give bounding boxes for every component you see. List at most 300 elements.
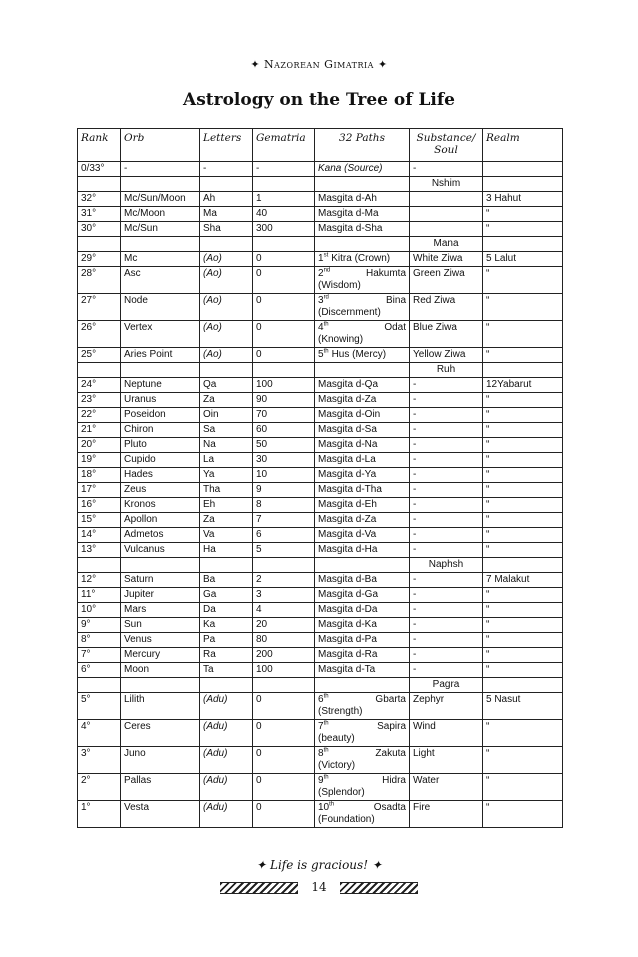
path-name: Odat (384, 322, 406, 333)
substance-cell: - (410, 378, 483, 393)
section-label: Ruh (410, 363, 483, 378)
path-name: Hus (Mercy) (331, 349, 387, 360)
empty-cell (253, 237, 315, 252)
orb-cell: Vesta (121, 801, 200, 828)
path-line (318, 694, 406, 706)
orb-cell: Asc (121, 267, 200, 294)
path-cell (315, 774, 410, 801)
letters-cell: (Ao) (200, 252, 253, 267)
gematria-cell: 2 (253, 573, 315, 588)
rank-cell: 28° (78, 267, 121, 294)
gematria-cell: 50 (253, 438, 315, 453)
realm-cell: “ (483, 603, 563, 618)
path-line (318, 349, 406, 361)
gematria-cell: 100 (253, 663, 315, 678)
letters-cell: Ah (200, 192, 253, 207)
gematria-cell: 6 (253, 528, 315, 543)
gematria-cell: 0 (253, 267, 315, 294)
gematria-cell: 0 (253, 747, 315, 774)
realm-cell: “ (483, 423, 563, 438)
orb-cell: Zeus (121, 483, 200, 498)
section-label: Mana (410, 237, 483, 252)
substance-cell: - (410, 498, 483, 513)
letters-cell: Ba (200, 573, 253, 588)
empty-cell (78, 237, 121, 252)
gematria-cell: 90 (253, 393, 315, 408)
orb-cell: Moon (121, 663, 200, 678)
path-cell: Masgita d-Ta (315, 663, 410, 678)
table-row (78, 633, 563, 648)
letters-cell: Sha (200, 222, 253, 237)
rank-cell: 18° (78, 468, 121, 483)
table-row (78, 513, 563, 528)
page-title: Astrology on the Tree of Life (183, 90, 455, 110)
gematria-cell: 5 (253, 543, 315, 558)
rank-cell: 22° (78, 408, 121, 423)
path-cell (315, 348, 410, 363)
column-header-letters: Letters (200, 129, 253, 162)
path-number: 5 (318, 349, 324, 360)
path-cell (315, 321, 410, 348)
orb-cell: Pallas (121, 774, 200, 801)
realm-cell: 5 Lalut (483, 252, 563, 267)
realm-cell: 5 Nasut (483, 693, 563, 720)
empty-cell (78, 363, 121, 378)
substance-cell: - (410, 603, 483, 618)
realm-cell: “ (483, 468, 563, 483)
letters-cell: (Ao) (200, 348, 253, 363)
letters-cell: Ga (200, 588, 253, 603)
path-ordinal-suffix: th (323, 321, 329, 328)
letters-cell: Da (200, 603, 253, 618)
empty-cell (315, 177, 410, 192)
empty-cell (483, 558, 563, 573)
path-cell: Masgita d-Pa (315, 633, 410, 648)
rank-cell: 21° (78, 423, 121, 438)
gematria-cell: 0 (253, 294, 315, 321)
gematria-cell: 60 (253, 423, 315, 438)
path-line (318, 253, 406, 265)
table-body (78, 162, 563, 828)
path-ordinal-suffix: th (323, 747, 329, 754)
realm-cell: “ (483, 774, 563, 801)
letters-cell: Qa (200, 378, 253, 393)
realm-cell: “ (483, 513, 563, 528)
empty-cell (315, 558, 410, 573)
gematria-cell: 0 (253, 693, 315, 720)
path-cell: Masgita d-Ba (315, 573, 410, 588)
gematria-cell: 4 (253, 603, 315, 618)
empty-cell (483, 363, 563, 378)
realm-cell: “ (483, 663, 563, 678)
footer-page (0, 880, 638, 894)
substance-cell: Wind (410, 720, 483, 747)
realm-cell: “ (483, 747, 563, 774)
substance-cell: - (410, 468, 483, 483)
path-ordinal-suffix: th (329, 801, 335, 808)
letters-cell: (Ao) (200, 267, 253, 294)
gematria-cell: 20 (253, 618, 315, 633)
letters-cell: (Adu) (200, 747, 253, 774)
substance-cell: Red Ziwa (410, 294, 483, 321)
path-name: Zakuta (375, 748, 406, 759)
path-cell (315, 267, 410, 294)
empty-cell (483, 177, 563, 192)
rank-cell: 31° (78, 207, 121, 222)
path-name: Sapira (377, 721, 406, 732)
path-cell: Masgita d-Ga (315, 588, 410, 603)
substance-cell: - (410, 438, 483, 453)
rank-cell: 14° (78, 528, 121, 543)
table-row (78, 453, 563, 468)
substance-cell: Yellow Ziwa (410, 348, 483, 363)
realm-cell: “ (483, 633, 563, 648)
substance-cell: - (410, 423, 483, 438)
section-row (78, 678, 563, 693)
gematria-cell: 0 (253, 720, 315, 747)
orb-cell: Mc/Sun/Moon (121, 192, 200, 207)
orb-cell: Mc (121, 252, 200, 267)
orb-cell: Vertex (121, 321, 200, 348)
path-number: 1 (318, 253, 324, 264)
path-line (318, 802, 406, 814)
letters-cell: Ma (200, 207, 253, 222)
substance-cell: - (410, 528, 483, 543)
path-name: Bina (385, 295, 406, 306)
path-ordinal (318, 721, 329, 733)
empty-cell (315, 363, 410, 378)
gematria-cell: 0 (253, 774, 315, 801)
empty-cell (121, 558, 200, 573)
orb-cell: Pluto (121, 438, 200, 453)
path-name: Osadta (373, 802, 406, 813)
rank-cell: 23° (78, 393, 121, 408)
table-row (78, 267, 563, 294)
orb-cell: Hades (121, 468, 200, 483)
letters-cell: (Ao) (200, 321, 253, 348)
realm-cell: “ (483, 267, 563, 294)
path-meaning: (Foundation) (318, 814, 375, 825)
letters-cell: Sa (200, 423, 253, 438)
table-row (78, 468, 563, 483)
gematria-cell: 0 (253, 348, 315, 363)
path-line (318, 775, 406, 787)
path-number: 7 (318, 721, 324, 732)
path-ordinal-suffix: st (323, 252, 329, 259)
rank-cell: 25° (78, 348, 121, 363)
realm-cell: “ (483, 801, 563, 828)
realm-cell: “ (483, 321, 563, 348)
orb-cell: Apollon (121, 513, 200, 528)
gematria-cell: 3 (253, 588, 315, 603)
footer-motto: ✦ Life is gracious! ✦ (256, 858, 382, 872)
section-row (78, 177, 563, 192)
path-cell: Masgita d-Ah (315, 192, 410, 207)
path-cell: Masgita d-Da (315, 603, 410, 618)
path-cell: Masgita d-Sa (315, 423, 410, 438)
path-cell: Masgita d-Ka (315, 618, 410, 633)
empty-cell (253, 678, 315, 693)
letters-cell: Ra (200, 648, 253, 663)
path-cell: Masgita d-Na (315, 438, 410, 453)
orb-cell: Poseidon (121, 408, 200, 423)
orb-cell: Mars (121, 603, 200, 618)
path-cell: Masgita d-Ha (315, 543, 410, 558)
gematria-cell: 80 (253, 633, 315, 648)
rank-cell: 16° (78, 498, 121, 513)
gematria-cell: 0 (253, 321, 315, 348)
substance-cell: - (410, 408, 483, 423)
rank-cell: 24° (78, 378, 121, 393)
path-cell: Masgita d-La (315, 453, 410, 468)
substance-cell (410, 192, 483, 207)
letters-cell: Va (200, 528, 253, 543)
path-ordinal (318, 748, 329, 760)
table-row (78, 408, 563, 423)
letters-cell: (Adu) (200, 693, 253, 720)
path-ordinal-suffix: th (323, 348, 329, 355)
orb-cell: Aries Point (121, 348, 200, 363)
substance-cell: Zephyr (410, 693, 483, 720)
path-cell (315, 747, 410, 774)
path-line (318, 721, 406, 733)
rank-cell: 13° (78, 543, 121, 558)
path-cell: Masgita d-Ma (315, 207, 410, 222)
table-row (78, 648, 563, 663)
path-ordinal (318, 802, 334, 814)
path-meaning: (Wisdom) (318, 280, 361, 291)
gematria-cell: 10 (253, 468, 315, 483)
gematria-cell: 9 (253, 483, 315, 498)
path-cell: Masgita d-Ya (315, 468, 410, 483)
substance-cell: Blue Ziwa (410, 321, 483, 348)
column-header-paths: 32 Paths (315, 129, 410, 162)
table-row (78, 774, 563, 801)
path-cell: Masgita d-Va (315, 528, 410, 543)
path-cell: Masgita d-Tha (315, 483, 410, 498)
path-cell (315, 801, 410, 828)
letters-cell: (Adu) (200, 801, 253, 828)
table-row (78, 207, 563, 222)
table-row (78, 528, 563, 543)
rank-cell: 8° (78, 633, 121, 648)
table-row (78, 543, 563, 558)
empty-cell (121, 678, 200, 693)
gematria-cell: 70 (253, 408, 315, 423)
rank-cell: 15° (78, 513, 121, 528)
orb-cell: Saturn (121, 573, 200, 588)
empty-cell (121, 363, 200, 378)
path-cell: Masgita d-Ra (315, 648, 410, 663)
page-number: 14 (311, 880, 327, 894)
table-row (78, 618, 563, 633)
realm-cell: “ (483, 294, 563, 321)
path-number: 8 (318, 748, 324, 759)
empty-cell (253, 558, 315, 573)
empty-cell (315, 237, 410, 252)
substance-cell: White Ziwa (410, 252, 483, 267)
orb-cell: Vulcanus (121, 543, 200, 558)
substance-cell: - (410, 588, 483, 603)
path-ordinal (318, 694, 329, 706)
ornament-right (340, 882, 418, 894)
realm-cell: “ (483, 393, 563, 408)
path-cell (315, 252, 410, 267)
path-number: 2 (318, 268, 324, 279)
substance-cell: - (410, 162, 483, 177)
path-cell (315, 294, 410, 321)
table-row (78, 693, 563, 720)
letters-cell: - (200, 162, 253, 177)
orb-cell: Sun (121, 618, 200, 633)
path-ordinal-suffix: th (323, 720, 329, 727)
table-header-row (78, 129, 563, 162)
rank-cell: 5° (78, 693, 121, 720)
column-header-orb: Orb (121, 129, 200, 162)
substance-cell (410, 222, 483, 237)
section-label: Pagra (410, 678, 483, 693)
section-row (78, 237, 563, 252)
table-row (78, 378, 563, 393)
rank-cell: 29° (78, 252, 121, 267)
rank-cell: 11° (78, 588, 121, 603)
section-row (78, 558, 563, 573)
path-ordinal (318, 253, 328, 264)
rank-cell: 3° (78, 747, 121, 774)
path-cell: Masgita d-Qa (315, 378, 410, 393)
section-label: Naphsh (410, 558, 483, 573)
table-row (78, 393, 563, 408)
gematria-cell: 200 (253, 648, 315, 663)
letters-cell: Na (200, 438, 253, 453)
substance-cell: - (410, 648, 483, 663)
rank-cell: 9° (78, 618, 121, 633)
realm-cell: “ (483, 588, 563, 603)
gematria-cell: 0 (253, 801, 315, 828)
realm-cell: 7 Malakut (483, 573, 563, 588)
empty-cell (200, 678, 253, 693)
realm-cell: “ (483, 720, 563, 747)
column-header-gematria: Gematria (253, 129, 315, 162)
empty-cell (121, 237, 200, 252)
table-row (78, 423, 563, 438)
letters-cell: Za (200, 513, 253, 528)
path-ordinal (318, 295, 329, 307)
path-number: 6 (318, 694, 324, 705)
substance-cell: Fire (410, 801, 483, 828)
realm-cell: “ (483, 438, 563, 453)
orb-cell: Mc/Sun (121, 222, 200, 237)
orb-cell: Mercury (121, 648, 200, 663)
realm-cell: “ (483, 618, 563, 633)
letters-cell: Ta (200, 663, 253, 678)
table-row (78, 252, 563, 267)
path-ordinal-suffix: th (323, 774, 329, 781)
path-cell (315, 693, 410, 720)
path-name: Gbarta (375, 694, 406, 705)
realm-cell: “ (483, 348, 563, 363)
empty-cell (200, 363, 253, 378)
section-label: Nshim (410, 177, 483, 192)
column-header-substance: Substance/ Soul (410, 129, 483, 162)
path-number: 10 (318, 802, 330, 813)
path-cell: Masgita d-Eh (315, 498, 410, 513)
path-meaning: (Knowing) (318, 334, 364, 345)
rank-cell: 17° (78, 483, 121, 498)
substance-cell: - (410, 618, 483, 633)
orb-cell: - (121, 162, 200, 177)
letters-cell: Oin (200, 408, 253, 423)
path-line (318, 295, 406, 307)
letters-cell: Ka (200, 618, 253, 633)
gematria-cell: - (253, 162, 315, 177)
table-row (78, 663, 563, 678)
path-line (318, 322, 406, 334)
path-cell: Kana (Source) (315, 162, 410, 177)
substance-cell: - (410, 453, 483, 468)
empty-cell (78, 558, 121, 573)
rank-cell: 7° (78, 648, 121, 663)
path-meaning: (Splendor) (318, 787, 365, 798)
table-row (78, 498, 563, 513)
path-cell: Masgita d-Za (315, 513, 410, 528)
empty-cell (78, 177, 121, 192)
gematria-cell: 40 (253, 207, 315, 222)
table-row (78, 588, 563, 603)
path-meaning: (Victory) (318, 760, 356, 771)
table-row (78, 162, 563, 177)
substance-cell: - (410, 393, 483, 408)
rank-cell: 12° (78, 573, 121, 588)
gematria-cell: 7 (253, 513, 315, 528)
substance-cell: - (410, 633, 483, 648)
path-cell: Masgita d-Za (315, 393, 410, 408)
path-ordinal (318, 268, 330, 280)
letters-cell: Tha (200, 483, 253, 498)
orb-cell: Chiron (121, 423, 200, 438)
path-meaning: (Discernment) (318, 307, 381, 318)
section-row (78, 363, 563, 378)
substance-cell: Light (410, 747, 483, 774)
letters-cell: La (200, 453, 253, 468)
substance-cell: Green Ziwa (410, 267, 483, 294)
substance-cell: - (410, 513, 483, 528)
empty-cell (200, 177, 253, 192)
rank-cell: 32° (78, 192, 121, 207)
letters-cell: (Adu) (200, 774, 253, 801)
substance-cell: Water (410, 774, 483, 801)
empty-cell (253, 363, 315, 378)
orb-cell: Cupido (121, 453, 200, 468)
gematria-cell: 30 (253, 453, 315, 468)
realm-cell: “ (483, 408, 563, 423)
realm-cell: “ (483, 453, 563, 468)
table-row (78, 348, 563, 363)
realm-cell: “ (483, 222, 563, 237)
table-row (78, 438, 563, 453)
orb-cell: Node (121, 294, 200, 321)
empty-cell (200, 558, 253, 573)
table-row (78, 294, 563, 321)
letters-cell: Ha (200, 543, 253, 558)
substance-cell: - (410, 663, 483, 678)
rank-cell: 27° (78, 294, 121, 321)
orb-cell: Uranus (121, 393, 200, 408)
path-name: Hidra (382, 775, 406, 786)
rank-cell: 6° (78, 663, 121, 678)
realm-cell: “ (483, 207, 563, 222)
substance-cell (410, 207, 483, 222)
